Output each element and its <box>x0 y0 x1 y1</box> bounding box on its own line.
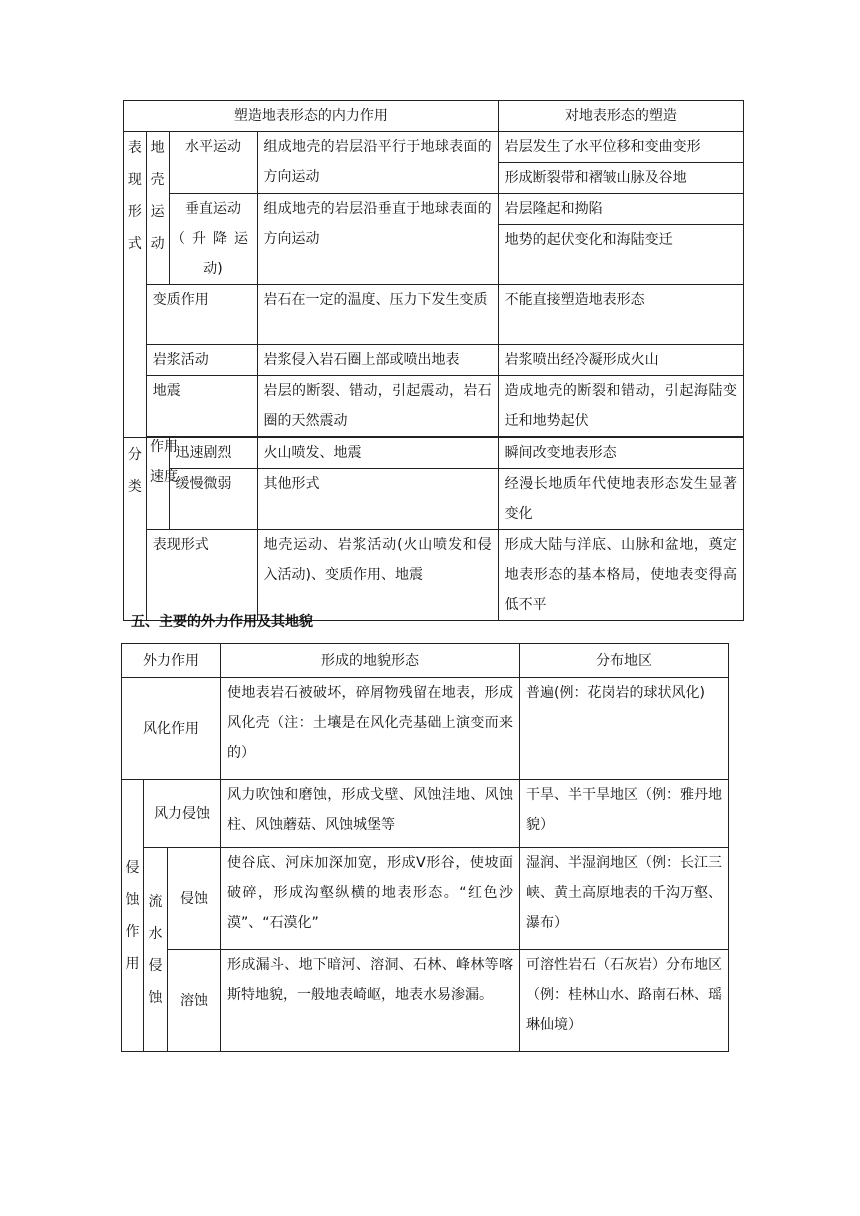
horizontal-movement-desc: 组成地壳的岩层沿平行于地球表面的方向运动 <box>257 132 498 194</box>
rongshi-label: 溶蚀 <box>168 950 221 1052</box>
group-label-biaoxian: 表 现 形 式 <box>124 132 147 438</box>
forms-label: 表现形式 <box>146 530 257 621</box>
table2-header-landform: 形成的地貌形态 <box>221 644 520 678</box>
table2-header-distribution: 分布地区 <box>520 644 729 678</box>
earthquake-effect: 造成地壳的断裂和错动，引起海陆变迁和地势起伏 <box>498 376 743 437</box>
group-label-fenlei: 分 类 <box>124 438 147 621</box>
forms-desc: 地壳运动、岩浆活动(火山喷发和侵入活动)、变质作用、地震 <box>257 530 498 621</box>
vertical-movement-label: 垂直运动 （升降运 动) <box>169 194 257 285</box>
rongshi-distribution: 可溶性岩石（石灰岩）分布地区（例：桂林山水、路南石林、瑶琳仙境） <box>520 950 729 1052</box>
weathering-distribution: 普遍(例：花岗岩的球状风化) <box>520 678 729 780</box>
vertical-effect-2: 地势的起伏变化和海陆变迁 <box>498 225 743 285</box>
exogenic-forces-table <box>121 643 729 1052</box>
table2-header-force: 外力作用 <box>122 644 221 678</box>
fast-effect: 瞬间改变地表形态 <box>498 438 743 469</box>
fast-label: 迅速剧烈 <box>175 445 232 461</box>
fast-desc: 火山喷发、地震 <box>257 438 498 469</box>
magma-effect: 岩浆喷出经冷凝形成火山 <box>498 345 743 376</box>
group-label-erosion: 侵 蚀 作 用 <box>122 780 144 1052</box>
group-label-diqiao: 地 壳 运 动 <box>146 132 169 285</box>
metamorphism-label: 变质作用 <box>146 285 257 345</box>
slow-desc: 其他形式 <box>257 469 498 530</box>
metamorphism-desc: 岩石在一定的温度、压力下发生变质 <box>257 285 498 345</box>
group-label-water: 流 水 侵 蚀 <box>144 848 168 1052</box>
section5-title: 五、主要的外力作用及其地貌 <box>131 614 313 630</box>
wind-erosion-label: 风力侵蚀 <box>144 780 221 848</box>
weathering-desc: 使地表岩石被破坏，碎屑物残留在地表，形成风化壳（注：土壤是在风化壳基础上演变而来的） <box>221 678 520 780</box>
forms-effect: 形成大陆与洋底、山脉和盆地，奠定地表形态的基本格局，使地表变得高低不平 <box>498 530 743 621</box>
earthquake-label: 地震 <box>146 376 257 437</box>
vertical-movement-desc: 组成地壳的岩层沿垂直于地球表面的方向运动 <box>257 194 498 285</box>
magma-label: 岩浆活动 <box>146 345 257 376</box>
table1-header-right: 对地表形态的塑造 <box>498 101 743 132</box>
metamorphism-effect: 不能直接塑造地表形态 <box>498 285 743 345</box>
horizontal-effect-2: 形成断裂带和褶皱山脉及谷地 <box>498 163 743 194</box>
endogenic-forces-table <box>123 100 744 621</box>
wind-erosion-distribution: 干旱、半干旱地区（例：雅丹地貌） <box>520 780 729 848</box>
slow-label: 缓慢微弱 <box>169 469 257 530</box>
wind-erosion-desc: 风力吹蚀和磨蚀，形成戈壁、风蚀洼地、风蚀柱、风蚀蘑菇、风蚀城堡等 <box>221 780 520 848</box>
table1-header-left: 塑造地表形态的内力作用 <box>124 101 499 132</box>
slow-effect: 经漫长地质年代使地表形态发生显著变化 <box>498 469 743 530</box>
rongshi-desc: 形成漏斗、地下暗河、溶洞、石林、峰林等喀斯特地貌，一般地表崎岖，地表水易渗漏。 <box>221 950 520 1052</box>
qinshi-desc: 使谷底、河床加深加宽，形成V形谷，使坡面破碎，形成沟壑纵横的地表形态。“红色沙漠”、“石漠化” <box>221 848 520 950</box>
magma-desc: 岩浆侵入岩石圈上部或喷出地表 <box>257 345 498 376</box>
speed-label: 作用 速度 <box>150 439 178 485</box>
earthquake-desc: 岩层的断裂、错动，引起震动，岩石圈的天然震动 <box>257 376 498 437</box>
qinshi-distribution: 湿润、半湿润地区（例：长江三峡、黄土高原地表的千沟万壑、瀑布） <box>520 848 729 950</box>
horizontal-movement-label: 水平运动 <box>169 132 257 194</box>
weathering-label: 风化作用 <box>122 678 221 780</box>
qinshi-label: 侵蚀 <box>168 848 221 950</box>
horizontal-effect-1: 岩层发生了水平位移和变曲变形 <box>498 132 743 163</box>
vertical-effect-1: 岩层隆起和拗陷 <box>498 194 743 225</box>
